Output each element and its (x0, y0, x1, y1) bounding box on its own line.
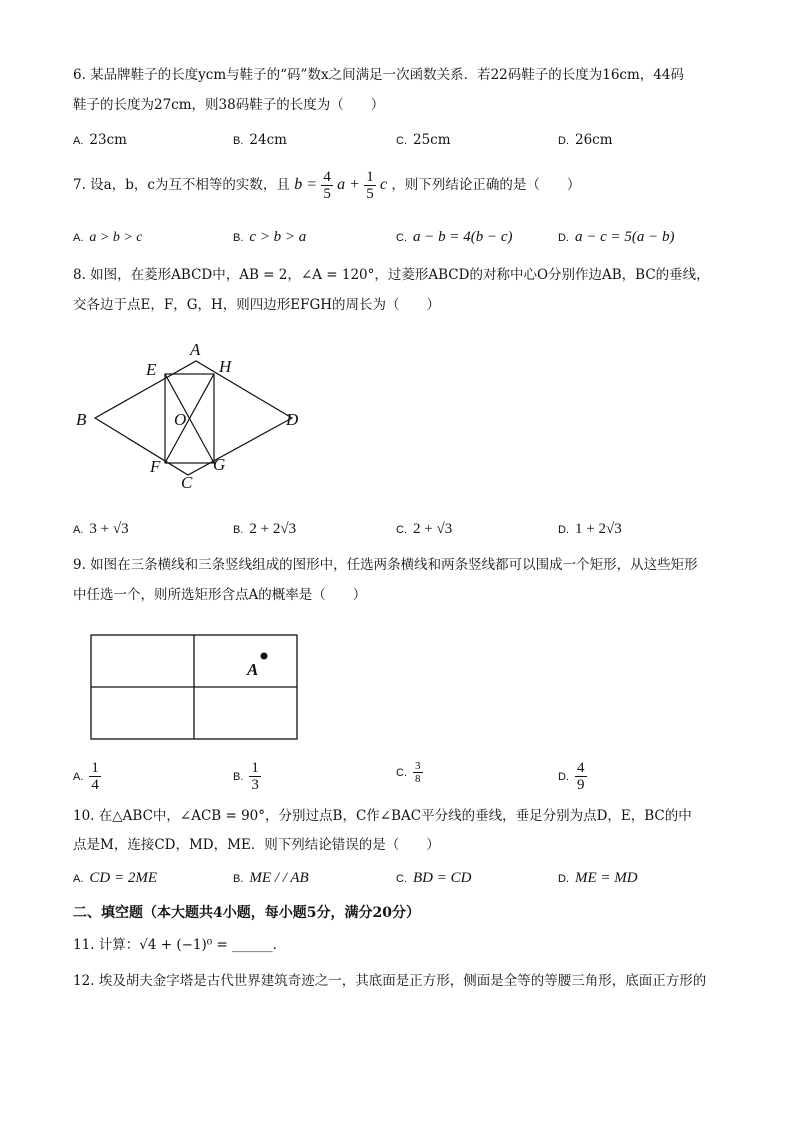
point-label-g: G (213, 455, 226, 474)
q8-option-b: B. 2 + 2√3 (233, 521, 297, 537)
q10-option-b: B. ME / / AB (233, 870, 309, 886)
point-a-label: A (247, 660, 259, 679)
section-two-heading: 二、填空题（本大题共4小题，每小题5分，满分20分） (73, 905, 420, 921)
point-label-e: E (146, 360, 157, 379)
point-a-dot (261, 653, 268, 660)
q8-option-c: C. 2 + √3 (396, 521, 453, 537)
q8-line-1: 8. 如图，在菱形ABCD中，AB = 2，∠A = 120°，过菱形ABCD的对称中心O分别作边AB，BC的垂线， (73, 267, 710, 283)
q9-option-b: B. $\frac{1}{3}$ (233, 760, 259, 793)
q10-option-d: D. ME = MD (558, 870, 638, 886)
q9-option-a: A. $\frac{1}{4}$ (73, 760, 99, 793)
q10-option-c: C. BD = CD (396, 870, 472, 886)
q12-line: 12. 埃及胡夫金字塔是古代世界建筑奇迹之一，其底面是正方形，侧面是全等的等腰三角形，底面正方形的 (73, 973, 707, 989)
rhombus-abcd (95, 361, 292, 475)
q10-line-2: 点是M，连接CD，MD，ME．则下列结论错误的是（ ） (73, 837, 440, 853)
q6-option-c: C. 25cm (396, 132, 451, 148)
q7-option-d: D. a − c = 5(a − b) (558, 229, 675, 245)
q10-option-a: A. CD = 2ME (73, 870, 158, 886)
q9-option-c: C. $\frac{3}{8}$ (396, 760, 421, 785)
q6-option-b: B. 24cm (233, 132, 287, 148)
q7-option-c: C. a − b = 4(b − c) (396, 229, 513, 245)
center-label-o: O (174, 410, 187, 429)
q8-line-2: 交各边于点E，F，G，H，则四边形EFGH的周长为（ ） (73, 297, 441, 313)
q10-line-1: 10. 在△ABC中，∠ACB = 90°，分别过点B，C作∠BAC平分线的垂线，垂足分别为点D，E，BC的中 (73, 808, 692, 824)
q6-line-2: 鞋子的长度为27cm，则38码鞋子的长度为（ ） (73, 97, 385, 113)
q9-option-d: D. $\frac{4}{9}$ (558, 760, 585, 793)
q11-line: 11. 计算：√4 + (−1)⁰ = ______． (73, 937, 287, 953)
vertex-label-d: D (286, 410, 299, 429)
q7-option-b: B. c > b > a (233, 229, 307, 245)
q8-option-a: A. 3 + √3 (73, 521, 129, 537)
point-label-h: H (219, 357, 232, 376)
vertex-label-b: B (76, 410, 87, 429)
q9-line-2: 中任选一个，则所选矩形含点A的概率是（ ） (73, 587, 367, 603)
q7-option-a: A. a > b > c (73, 230, 143, 245)
point-label-f: F (150, 457, 161, 476)
vertex-label-c: C (181, 473, 193, 492)
q6-option-d: D. 26cm (558, 132, 613, 148)
grid-figure (88, 632, 303, 742)
q6-line-1: 6. 某品牌鞋子的长度ycm与鞋子的“码”数x之间满足一次函数关系．若22码鞋子的长度为16cm，44码 (73, 67, 684, 83)
q7-stem: 7. 设a，b，c为互不相等的实数，且 b = $\frac{4}{5}$ a + $\frac{1}{5}$ c ，则下列结论正确的是（ ） (73, 169, 581, 202)
q9-line-1: 9. 如图在三条横线和三条竖线组成的图形中，任选两条横线和两条竖线都可以围成一个矩形，从这些矩形 (73, 557, 698, 573)
rhombus-figure (70, 335, 320, 495)
vertex-label-a: A (190, 340, 201, 359)
q8-option-d: D. 1 + 2√3 (558, 521, 622, 537)
q6-option-a: A. 23cm (73, 132, 127, 148)
